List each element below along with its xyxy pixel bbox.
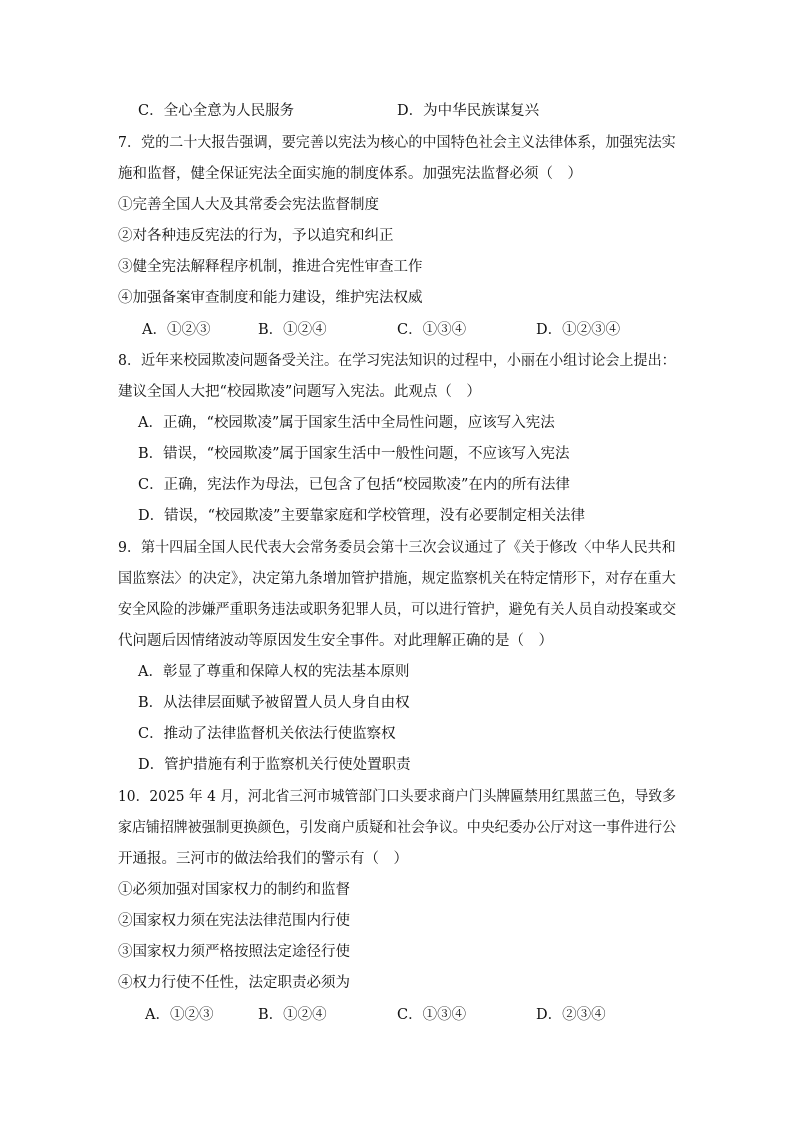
q9-stem-line-3: 安全风险的涉嫌严重职务违法或职务犯罪人员，可以进行管护，避免有关人员自动投案或交	[118, 602, 677, 618]
q7-option-d: D．①②③④	[536, 322, 621, 338]
q7-option-a: A．①②③	[142, 322, 211, 338]
q6-option-c: C．全心全意为人民服务	[138, 103, 295, 119]
q7-option-b: B．①②④	[258, 322, 327, 338]
q10-option-b: B．①②④	[258, 1007, 327, 1023]
q10-item-3: ③国家权力须严格按照法定途径行使	[118, 944, 350, 960]
q9-option-a: A．彰显了尊重和保障人权的宪法基本原则	[138, 664, 410, 680]
q10-stem-line-2: 家店铺招牌被强制更换颜色，引发商户质疑和社会争议。中央纪委办公厅对这一事件进行公	[118, 820, 677, 836]
q9-stem-line-2: 国监察法〉的决定》，决定第九条增加管护措施，规定监察机关在特定情形下，对存在重大	[118, 571, 676, 587]
q10-stem-line-3: 开通报。三河市的做法给我们的警示有（ ）	[118, 851, 408, 867]
q10-stem-line-1: 10．2025 年 4 月，河北省三河市城管部门口头要求商户门头牌匾禁用红黑蓝三色，导致多	[118, 789, 676, 805]
q7-stem-line-1: 7．党的二十大报告强调，要完善以宪法为核心的中国特色社会主义法律体系，加强宪法实	[118, 135, 676, 151]
q8-stem-line-2: 建议全国人大把“校园欺凌”问题写入宪法。此观点（ ）	[118, 384, 481, 400]
q10-option-c: C．①③④	[397, 1007, 467, 1023]
q8-option-b: B．错误，“校园欺凌”属于国家生活中一般性问题，不应该写入宪法	[138, 446, 570, 462]
q9-option-b: B．从法律层面赋予被留置人员人身自由权	[138, 695, 410, 711]
q9-stem-line-4: 代问题后因情绪波动等原因发生安全事件。对此理解正确的是（ ）	[118, 633, 553, 649]
q7-item-1: ①完善全国人大及其常委会宪法监督制度	[118, 197, 379, 213]
q10-item-4: ④权力行使不任性，法定职责必须为	[118, 975, 350, 991]
q10-item-2: ②国家权力须在宪法法律范围内行使	[118, 913, 350, 929]
q7-item-4: ④加强备案审查制度和能力建设，维护宪法权威	[118, 290, 423, 306]
q7-item-3: ③健全宪法解释程序机制，推进合宪性审查工作	[118, 259, 423, 275]
q8-option-d: D．错误，“校园欺凌”主要靠家庭和学校管理，没有必要制定相关法律	[138, 508, 585, 524]
q10-option-a: A．①②③	[145, 1007, 214, 1023]
q7-option-c: C．①③④	[397, 322, 467, 338]
q8-stem-line-1: 8．近年来校园欺凌问题备受关注。在学习宪法知识的过程中，小丽在小组讨论会上提出：	[118, 353, 676, 369]
q7-item-2: ②对各种违反宪法的行为，予以追究和纠正	[118, 228, 394, 244]
q10-option-d: D．②③④	[536, 1007, 606, 1023]
q8-option-c: C．正确，宪法作为母法，已包含了包括“校园欺凌”在内的所有法律	[138, 477, 570, 493]
q8-option-a: A．正确，“校园欺凌”属于国家生活中全局性问题，应该写入宪法	[138, 415, 555, 431]
q9-stem-line-1: 9．第十四届全国人民代表大会常务委员会第十三次会议通过了《关于修改〈中华人民共和	[118, 540, 676, 556]
q10-item-1: ①必须加强对国家权力的制约和监督	[118, 882, 350, 898]
q9-option-d: D．管护措施有利于监察机关行使处置职责	[138, 757, 411, 773]
q9-option-c: C．推动了法律监督机关依法行使监察权	[138, 726, 396, 742]
q7-stem-line-2: 施和监督，健全保证宪法全面实施的制度体系。加强宪法监督必须（ ）	[118, 166, 582, 182]
q6-option-d: D．为中华民族谋复兴	[397, 103, 540, 119]
